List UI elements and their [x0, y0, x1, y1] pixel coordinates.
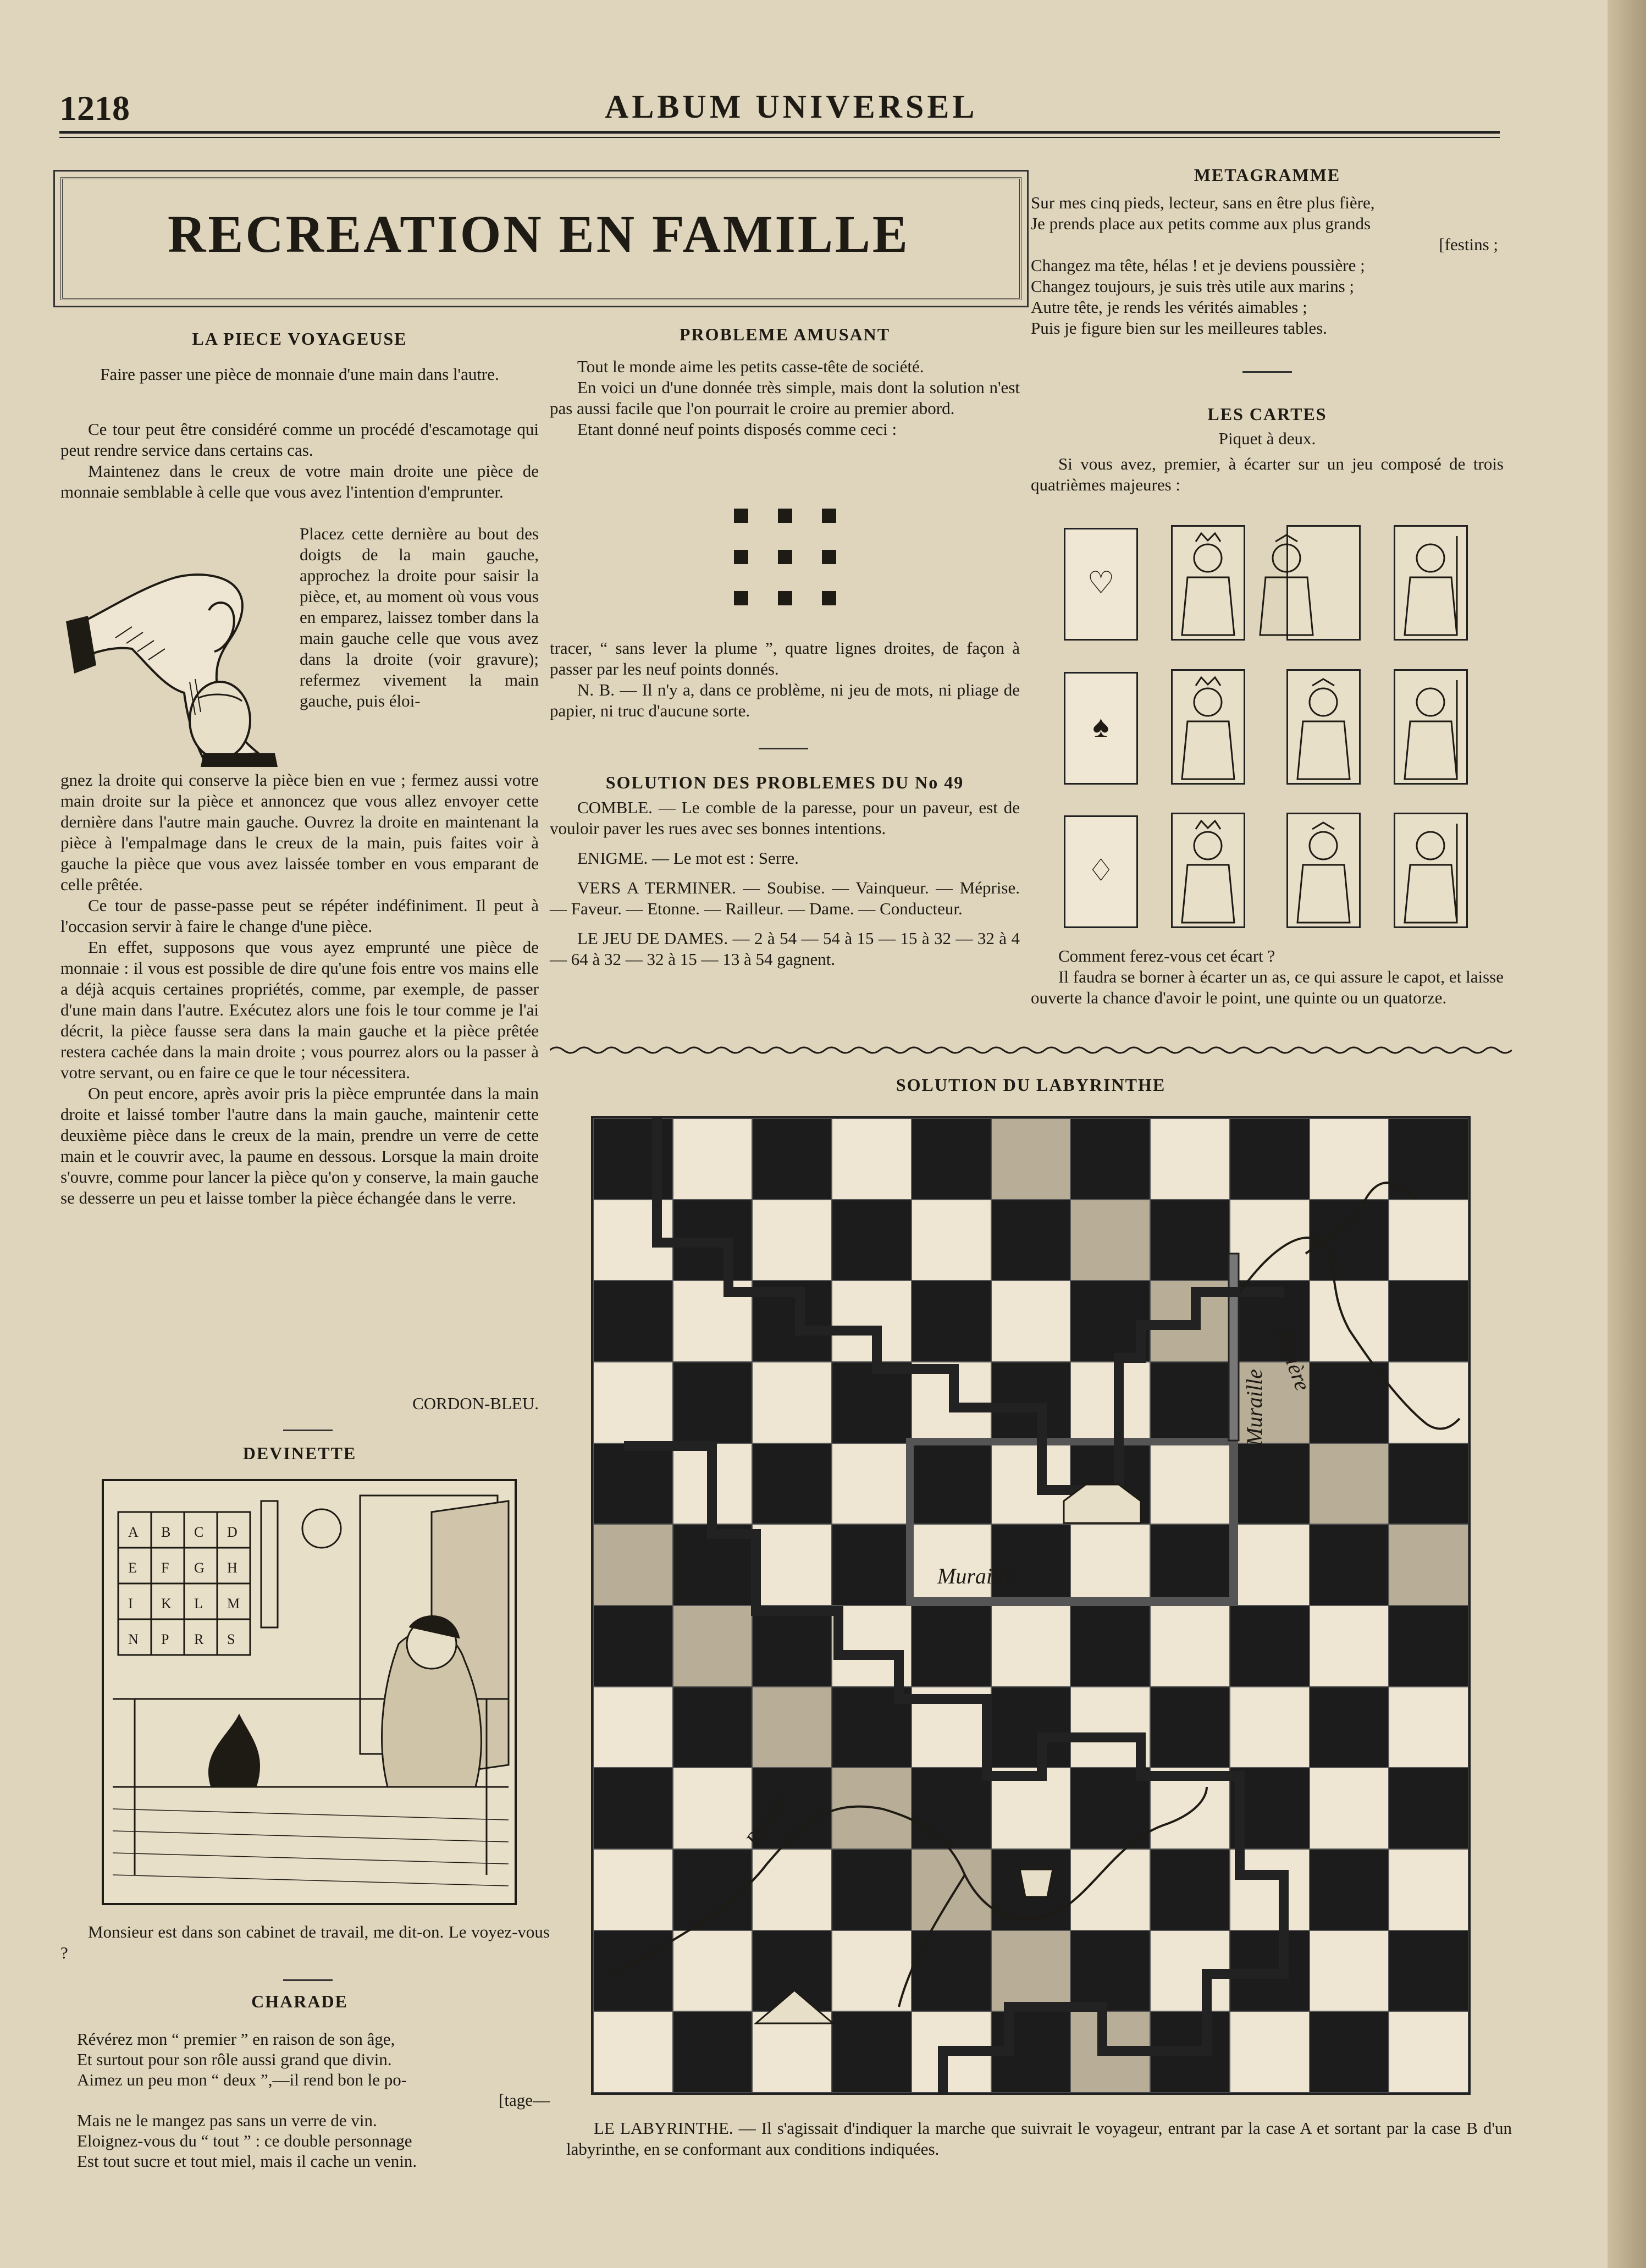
charade-line: [tage— [499, 2090, 550, 2110]
metagramme-verse [1031, 192, 1504, 339]
divider [759, 748, 808, 749]
muraille-label-vertical: Muraille [1242, 1369, 1267, 1446]
charade-line: Et surtout pour son rôle aussi grand que divin. [77, 2050, 392, 2069]
charade-line: Révérez mon “ premier ” en raison de son âge, [77, 2029, 395, 2049]
tower-sketch [1020, 1869, 1053, 1897]
cartes-intro-block [1031, 454, 1504, 495]
metagramme-line: Sur mes cinq pieds, lecteur, sans en être plus fière, [1031, 193, 1375, 212]
metagramme-line: Changez ma tête, hélas ! et je deviens poussière ; [1031, 256, 1365, 275]
dot [734, 591, 748, 605]
probleme-body-2 [550, 638, 1020, 721]
shelf-label: I [128, 1596, 133, 1612]
divider [1242, 371, 1292, 373]
piece-title: LA PIECE VOYAGEUSE [192, 329, 407, 349]
metagramme-line: Changez toujours, je suis très utile aux marins ; [1031, 277, 1355, 296]
card-ace-hearts [1064, 528, 1138, 641]
shelf-label: D [227, 1524, 237, 1540]
solution-vers: VERS A TERMINER. — Soubise. — Vainqueur. — Méprise. — Faveur. — Etonne. — Railleur. — Dame. — Conducteur. [550, 878, 1020, 918]
solutions-body [550, 797, 1020, 970]
dot [822, 591, 836, 605]
shelf-label: H [227, 1560, 237, 1576]
cartes-intro: Si vous avez, premier, à écarter sur un jeu composé de trois quatrièmes majeures : [1031, 454, 1504, 494]
probleme-p4: tracer, “ sans lever la plume ”, quatre lignes droites, de façon à passer par les neuf points donnés. [550, 638, 1020, 678]
page-edge [1608, 0, 1646, 2268]
solution-enigme: ENIGME. — Le mot est : Serre. [577, 848, 799, 868]
diamonds-icon: ♢ [1087, 854, 1115, 888]
cartes-subtitle: Piquet à deux. [1218, 429, 1316, 448]
cartes-question: Comment ferez-vous cet écart ? [1058, 946, 1275, 965]
piece-p2c: gnez la droite qui conserve la pièce bien en vue ; fermez aussi votre main droite sur la pièce et annoncez que vous allez envoyer cette dernière dans l'autre main gauche. Ouvrez la droite en maintenant la pièce à l'empalmage dans le creux de la main, puis faites voir à gauche la pièce que vous avez laissée tomber en vous emparant de celle prêtée. [60, 770, 539, 894]
charade-verse [77, 2029, 550, 2171]
probleme-title: PROBLEME AMUSANT [679, 324, 891, 344]
shelf-label: A [128, 1524, 139, 1540]
probleme-p5: N. B. — Il n'y a, dans ce problème, ni jeu de mots, ni pliage de papier, ni truc d'aucune sorte. [550, 680, 1020, 720]
card-ace-diamonds [1064, 815, 1138, 928]
maze-path [624, 1446, 1284, 2095]
charade-line: Eloignez-vous du “ tout ” : ce double personnage [77, 2131, 412, 2150]
shelf-label: E [128, 1560, 137, 1576]
devinette-caption: Monsieur est dans son cabinet de travail, me dit-on. Le voyez-vous ? [60, 1922, 550, 1962]
hearts-icon: ♡ [1087, 566, 1115, 600]
piece-signature: CORDON-BLEU. [412, 1394, 539, 1413]
dot [778, 591, 792, 605]
maze-path [657, 1116, 1284, 1490]
piece-p1-block [60, 419, 539, 503]
shelf-label: S [227, 1631, 235, 1647]
divider [283, 1430, 333, 1431]
muraille-label: Muraille [937, 1564, 1014, 1588]
page-number: 1218 [59, 89, 130, 128]
dot [734, 550, 748, 564]
metagramme-line: [festins ; [1439, 235, 1498, 254]
cartes-answer-block [1031, 946, 1504, 1008]
shelf-label: M [227, 1596, 240, 1612]
face-card-figures [1171, 525, 1471, 929]
piece-p1: Ce tour peut être considéré comme un procédé d'escamotage qui peut rendre service dans certains cas. [60, 420, 539, 460]
piece-p3: Ce tour de passe-passe peut se répéter indéfiniment. Il peut à l'occasion servir à faire le change d'une pièce. [60, 896, 539, 936]
metagramme-line: Autre tête, je rends les vérités aimables ; [1031, 297, 1307, 317]
dot [822, 550, 836, 564]
hill-sketch [756, 1990, 833, 2023]
shelf-label: K [161, 1596, 172, 1612]
solution-dames: LE JEU DE DAMES. — 2 à 54 — 54 à 15 — 15 à 32 — 32 à 4 — 64 à 32 — 32 à 15 — 13 à 54 gagnent. [550, 929, 1020, 969]
piece-p2a: Maintenez dans le creux de votre main droite une pièce de monnaie semblable à celle que vous avez l'intention d'emprunter. [60, 461, 539, 501]
devinette-caption-block [60, 1922, 550, 1963]
shelf-label: C [194, 1524, 204, 1540]
banner-title: RECREATION EN FAMILLE [168, 205, 910, 263]
charade-line: Est tout sucre et tout miel, mais il cache un venin. [77, 2151, 417, 2171]
solution-comble: COMBLE. — Le comble de la paresse, pour un paveur, est de vouloir paver les rues avec ses bonnes intentions. [550, 798, 1020, 838]
riviere-label-vertical: Rivière [1271, 1326, 1316, 1394]
river-line [1306, 1183, 1416, 1254]
publication-title: ALBUM UNIVERSEL [605, 89, 978, 125]
dot [822, 509, 836, 523]
probleme-p1: Tout le monde aime les petits casse-tête de société. [577, 357, 924, 376]
charade-line: Mais ne le mangez pas sans un verre de vin. [77, 2111, 377, 2130]
spades-icon: ♠ [1092, 710, 1109, 744]
wavy-separator [550, 1045, 1512, 1056]
probleme-p2: En voici un d'une donnée très simple, mais dont la solution n'est pas aussi facile que l'on pourrait le croire au premier abord. [550, 378, 1020, 418]
charade-title: CHARADE [251, 1991, 348, 2011]
labyrinthe-title: SOLUTION DU LABYRINTHE [896, 1075, 1166, 1095]
header-rule [59, 131, 1500, 138]
piece-body [60, 770, 539, 1209]
solutions-title: SOLUTION DES PROBLEMES DU No 49 [605, 772, 964, 792]
shelf-label: P [161, 1631, 169, 1647]
devinette-illustration [102, 1479, 517, 1905]
maze-overlay [591, 1116, 1471, 2095]
piece-p4: En effet, supposons que vous ayez emprunté une pièce de monnaie : il vous est possible de dire qu'une fois entre vos mains elle a déjà acquis certaines propriétés, comme, par exemple, de passer d'une main dans l'autre. Exécutez alors une fois le tour comme je l'ai décrit, la pièce fausse sera dans la main gauche et la pièce prêtée restera cachée dans la main droite ; vous pourrez alors ou la passer à votre servant, ou en faire ce que le tour nécessitera. [60, 937, 539, 1082]
dot [778, 509, 792, 523]
shelf-label: F [161, 1560, 169, 1576]
nine-dots [734, 509, 844, 608]
river-line [613, 1787, 1207, 1974]
labyrinthe-caption: LE LABYRINTHE. — Il s'agissait d'indiquer la marche que suivrait le voyageur, entrant par la case A et sortant par la case B d'un labyrinthe, en se conformant aux conditions indiquées. [566, 2118, 1512, 2159]
dot [734, 509, 748, 523]
probleme-body [550, 356, 1020, 440]
devinette-title: DEVINETTE [242, 1443, 357, 1463]
charade-line: Aimez un peu mon “ deux ”,—il rend bon le po- [77, 2070, 407, 2089]
dot [778, 550, 792, 564]
piece-p5: On peut encore, après avoir pris la pièce empruntée dans la main droite et laissé tomber l'autre dans la main gauche, maintenir cette deuxième pièce dans le creux de la main, prendre un verre de cette main et le couvrir avec, la paume en dessous. Lorsque la main droite s'ouvre, comme pour lancer la pièce qu'on y conserve, la main gauche se desserre un peu et laisse tomber la pièce échangée dans le verre. [60, 1084, 539, 1207]
hand-illustration [66, 555, 297, 767]
wall [1229, 1254, 1239, 1441]
cartes-title: LES CARTES [1207, 404, 1327, 424]
river-line [1240, 1238, 1460, 1428]
probleme-p3: Etant donné neuf points disposés comme ceci : [577, 420, 897, 439]
shelf-label: G [194, 1560, 205, 1576]
shelf-label: B [161, 1524, 171, 1540]
piece-p2b: Placez cette dernière au bout des doigts de la main gauche, approchez la droite pour saisir la pièce, et, au moment où vous vous en emparez, laissez tomber dans la main gauche celle que vous avez dans la droite (voir gravure); refermez vivement la main gauche, puis éloi- [300, 524, 539, 710]
card-ace-spades [1064, 672, 1138, 785]
divider [283, 1979, 333, 1981]
riviere-label: Rivière [741, 1791, 792, 1850]
shelf-label: L [194, 1596, 203, 1612]
metagramme-line: Je prends place aux petits comme aux plus grands [1031, 214, 1371, 233]
labyrinthe-caption-block [566, 2118, 1512, 2160]
river-line [899, 1875, 965, 2007]
shelf-label: N [128, 1631, 139, 1647]
metagramme-line: Puis je figure bien sur les meilleures tables. [1031, 318, 1327, 338]
cartes-answer: Il faudra se borner à écarter un as, ce qui assure le capot, et laisse ouverte la chance d'avoir le point, une quinte ou un quatorze. [1031, 967, 1504, 1007]
piece-intro: Faire passer une pièce de monnaie d'une main dans l'autre. [100, 365, 499, 384]
shelf-label: R [194, 1631, 204, 1647]
metagramme-title: METAGRAMME [1194, 165, 1341, 185]
